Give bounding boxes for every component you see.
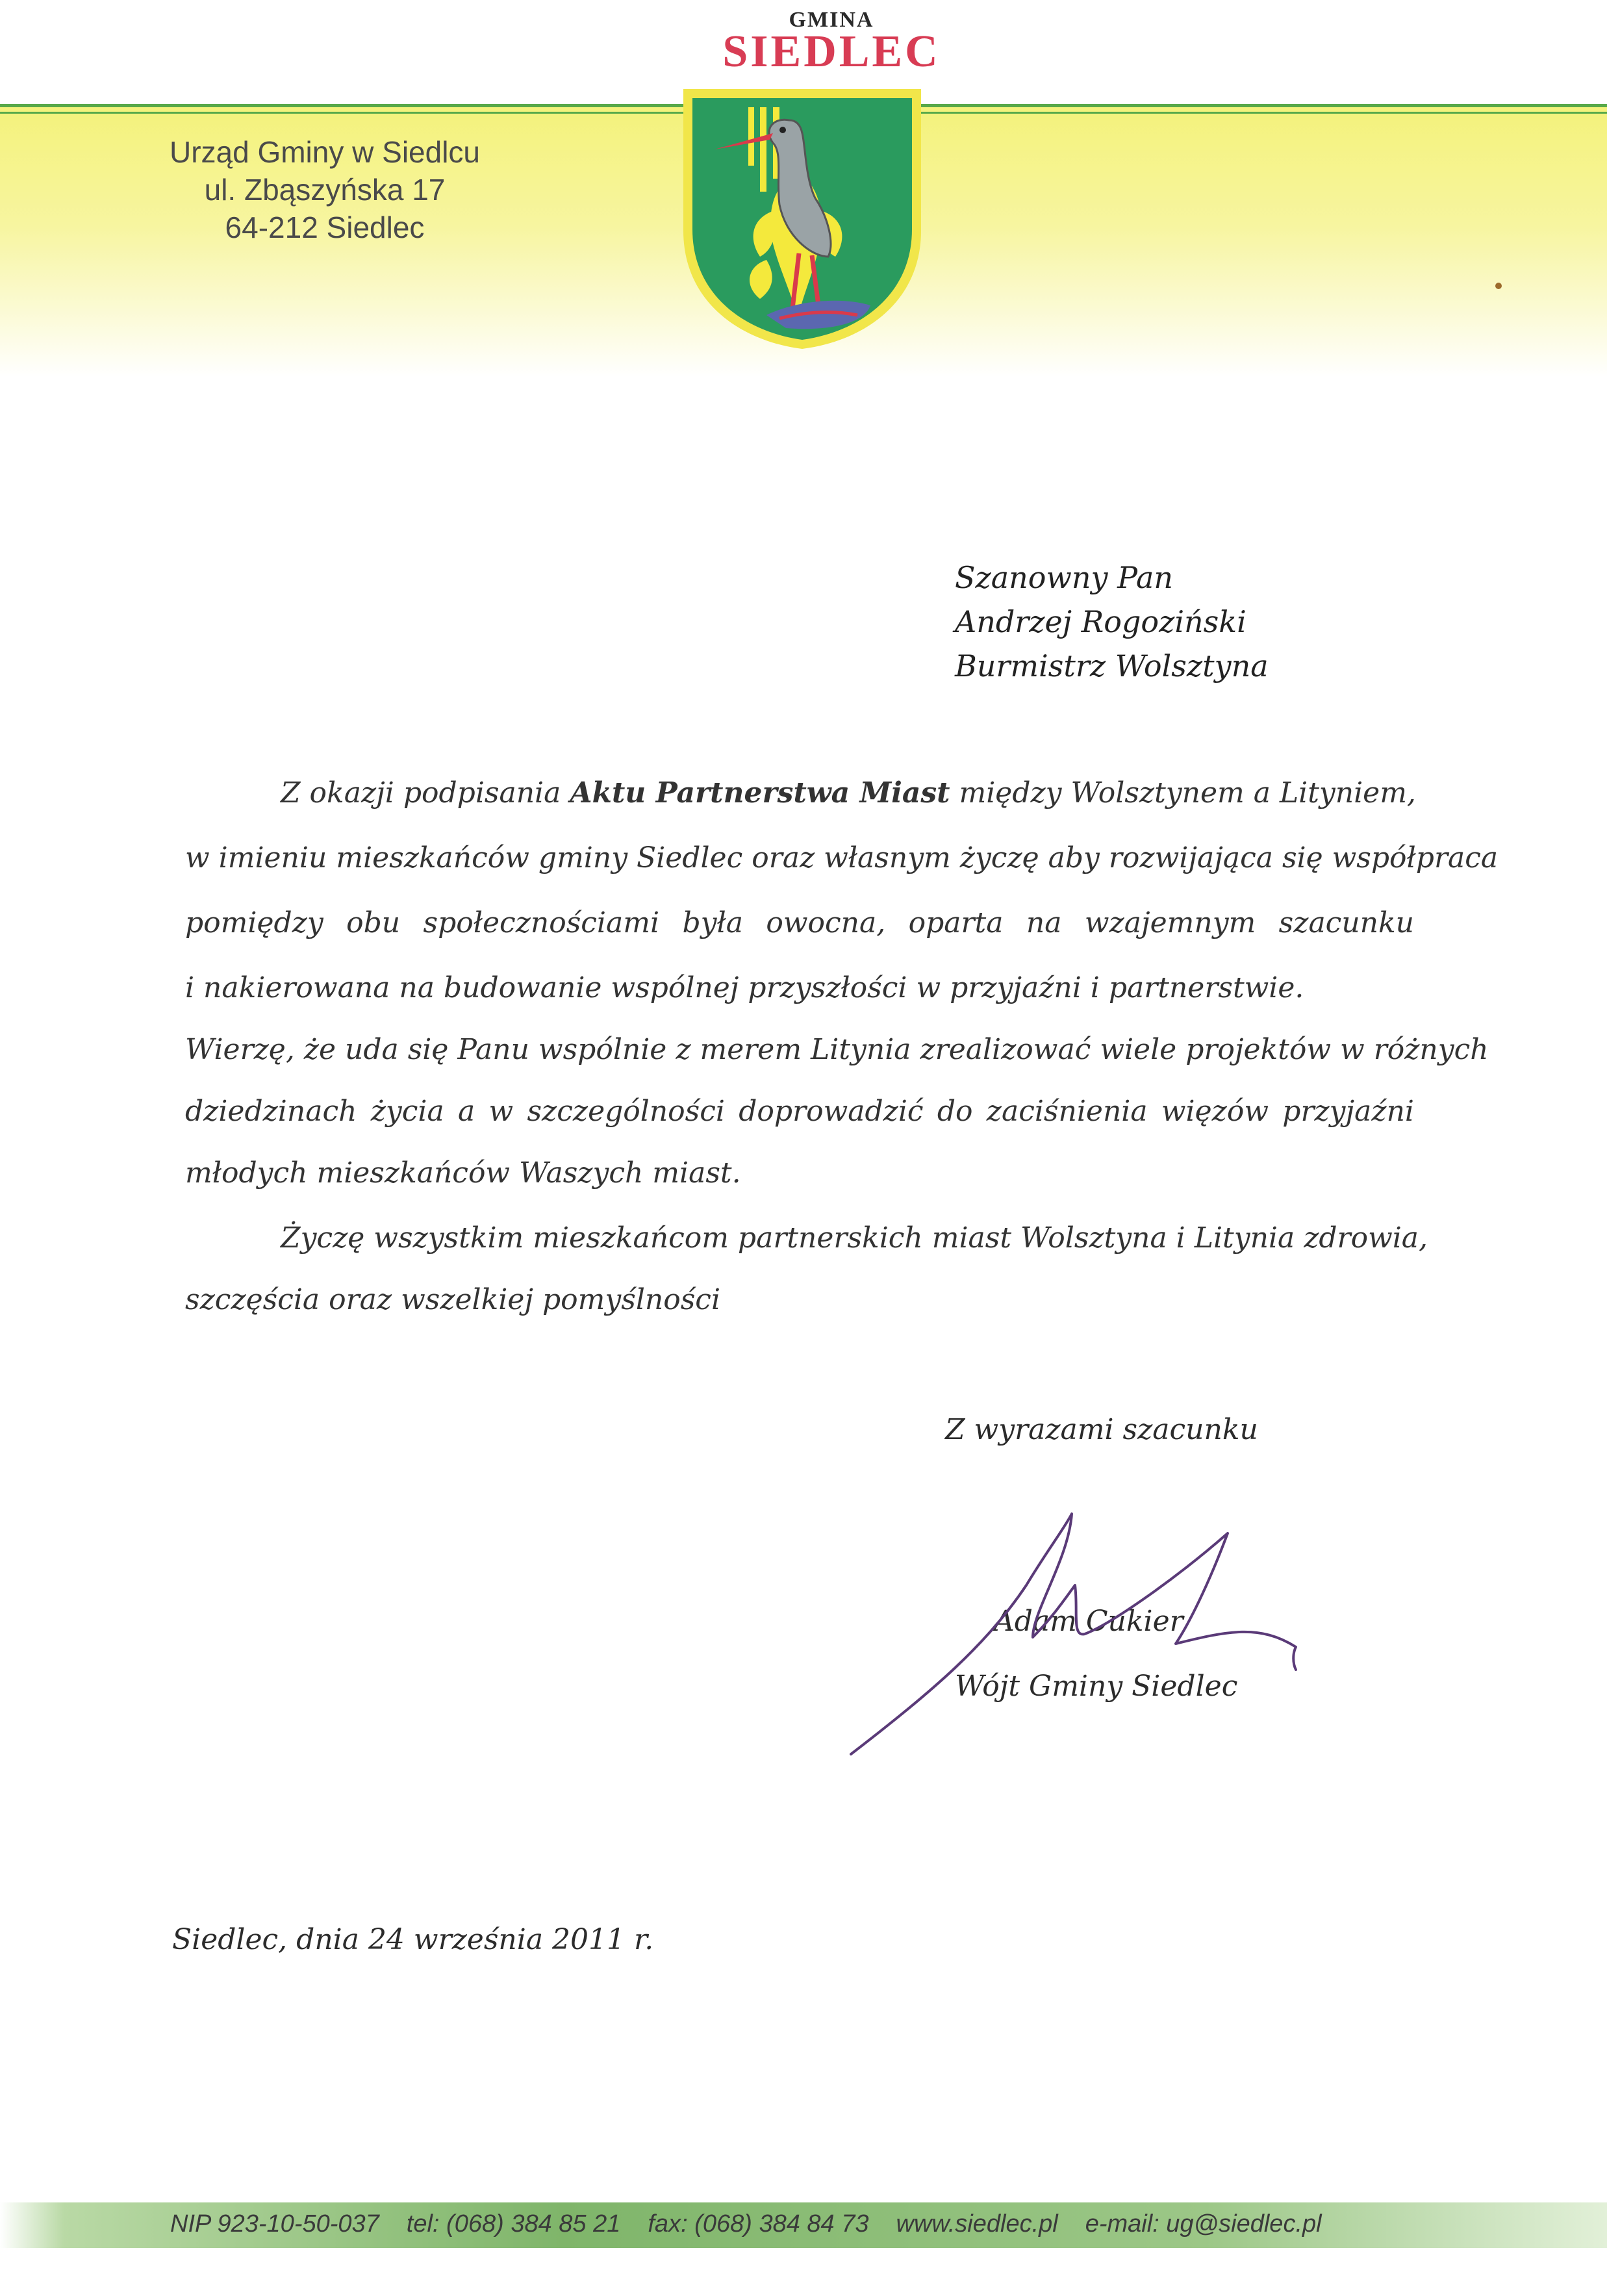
footer-nip: NIP 923-10-50-037 bbox=[170, 2210, 379, 2238]
body-text: Z okazji podpisania bbox=[281, 776, 570, 810]
footer-contact bbox=[170, 2210, 1349, 2238]
body-paragraph-3-line-1: Życzę wszystkim mieszkańcom partnerskich miast Wolsztyna i Litynia zdrowia, bbox=[281, 1221, 1428, 1255]
recipient-name: Andrzej Rogoziński bbox=[955, 604, 1246, 639]
address-line-street: ul. Zbąszyńska 17 bbox=[204, 173, 446, 207]
body-paragraph-2-line-2: dziedzinach życia a w szczególności doprowadzić do zaciśnienia więzów przyjaźni bbox=[185, 1095, 1414, 1128]
handwritten-signature bbox=[838, 1507, 1319, 1767]
crest-small-label: GMINA bbox=[789, 8, 874, 32]
body-paragraph-3-line-2: szczęścia oraz wszelkiej pomyślności bbox=[185, 1283, 721, 1316]
body-text: między Wolsztynem a Lityniem, bbox=[950, 776, 1416, 810]
body-paragraph-2-line-1: Wierzę, że uda się Panu wspólnie z merem Litynia zrealizować wiele projektów w różnych bbox=[185, 1033, 1489, 1066]
ink-dot bbox=[1495, 283, 1502, 289]
recipient-title: Burmistrz Wolsztyna bbox=[955, 648, 1269, 683]
footer-fax: fax: (068) 384 84 73 bbox=[648, 2210, 869, 2238]
body-emphasis: Aktu Partnerstwa Miast bbox=[570, 776, 950, 810]
office-address bbox=[130, 133, 520, 246]
body-paragraph-1-line-3: pomiędzy obu społecznościami była owocna, oparta na wzajemnym szacunku bbox=[185, 906, 1414, 939]
footer-email: e-mail: ug@siedlec.pl bbox=[1085, 2210, 1322, 2238]
letter-date: Siedlec, dnia 24 września 2011 r. bbox=[172, 1923, 654, 1956]
body-paragraph-1-line-2: w imieniu mieszkańców gminy Siedlec oraz własnym życzę aby rozwijająca się współpraca bbox=[185, 841, 1499, 874]
signatory-name: Adam Cukier bbox=[994, 1605, 1183, 1638]
address-line-city: 64-212 Siedlec bbox=[225, 210, 425, 244]
coat-of-arms-icon bbox=[676, 81, 929, 354]
recipient-salutation: Szanowny Pan bbox=[955, 560, 1174, 595]
crest-big-label: SIEDLEC bbox=[722, 27, 941, 77]
body-paragraph-1-line-1 bbox=[281, 776, 1414, 810]
footer-tel: tel: (068) 384 85 21 bbox=[406, 2210, 621, 2238]
body-paragraph-1-line-4: i nakierowana na budowanie wspólnej przyszłości w przyjaźni i partnerstwie. bbox=[185, 971, 1304, 1004]
signatory-title: Wójt Gminy Siedlec bbox=[955, 1670, 1238, 1703]
recipient-block bbox=[955, 555, 1269, 688]
body-paragraph-2-line-3: młodych mieszkańców Waszych miast. bbox=[185, 1156, 741, 1190]
closing-phrase: Z wyrazami szacunku bbox=[945, 1413, 1258, 1446]
address-line-office: Urząd Gminy w Siedlcu bbox=[169, 135, 481, 169]
footer-website: www.siedlec.pl bbox=[896, 2210, 1058, 2238]
